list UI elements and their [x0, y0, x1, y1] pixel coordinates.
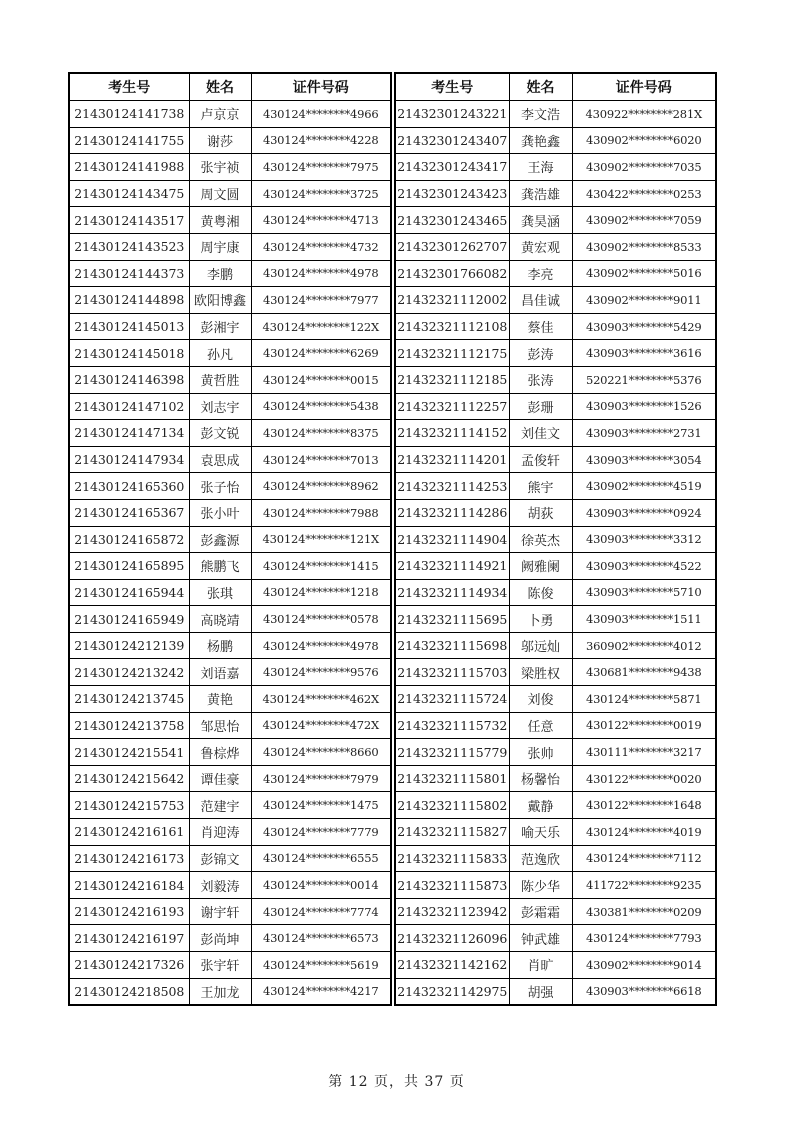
name-cell: 王加龙 [189, 978, 251, 1005]
name-cell: 袁思成 [189, 446, 251, 473]
table-row [395, 686, 716, 713]
id-number-cell: 430124********1415 [251, 553, 391, 580]
name-cell: 李文浩 [509, 101, 572, 128]
table-row [69, 712, 391, 739]
id-number-cell: 430903********3616 [572, 340, 716, 367]
exam-number-cell: 21432321115827 [395, 819, 509, 846]
header-id-number: 证件号码 [572, 73, 716, 101]
exam-number-cell: 21430124216173 [69, 845, 189, 872]
name-cell: 熊宇 [509, 473, 572, 500]
id-number-cell: 430903********6618 [572, 978, 716, 1005]
table-row [69, 233, 391, 260]
table-row [395, 233, 716, 260]
table-row [395, 446, 716, 473]
table-row [395, 526, 716, 553]
table-row [69, 526, 391, 553]
table-row [395, 207, 716, 234]
exam-number-cell: 21430124165895 [69, 553, 189, 580]
header-row [395, 73, 716, 101]
id-number-cell: 430124********9576 [251, 659, 391, 686]
id-number-cell: 430124********0014 [251, 872, 391, 899]
name-cell: 黄哲胜 [189, 366, 251, 393]
roster-body-left [69, 101, 391, 1006]
id-number-cell: 520221********5376 [572, 366, 716, 393]
name-cell: 刘佳文 [509, 420, 572, 447]
table-row [69, 952, 391, 979]
header-exam-number: 考生号 [395, 73, 509, 101]
id-number-cell: 430124********122X [251, 313, 391, 340]
header-name: 姓名 [509, 73, 572, 101]
name-cell: 彭锦文 [189, 845, 251, 872]
name-cell: 陈少华 [509, 872, 572, 899]
name-cell: 戴静 [509, 792, 572, 819]
name-cell: 王海 [509, 154, 572, 181]
table-row [395, 792, 716, 819]
exam-number-cell: 21430124144898 [69, 287, 189, 314]
id-number-cell: 430124********7779 [251, 819, 391, 846]
exam-number-cell: 21430124144373 [69, 260, 189, 287]
table-row [395, 765, 716, 792]
exam-number-cell: 21432321115724 [395, 686, 509, 713]
table-row [395, 499, 716, 526]
name-cell: 陈俊 [509, 579, 572, 606]
id-number-cell: 430902********9014 [572, 952, 716, 979]
exam-number-cell: 21430124165949 [69, 606, 189, 633]
id-number-cell: 430124********1218 [251, 579, 391, 606]
name-cell: 邹思怡 [189, 712, 251, 739]
name-cell: 钟武雄 [509, 925, 572, 952]
exam-number-cell: 21430124143517 [69, 207, 189, 234]
name-cell: 龚艳鑫 [509, 127, 572, 154]
exam-number-cell: 21432301766082 [395, 260, 509, 287]
table-row [69, 845, 391, 872]
id-number-cell: 430903********2731 [572, 420, 716, 447]
id-number-cell: 430124********472X [251, 712, 391, 739]
exam-number-cell: 21432321126096 [395, 925, 509, 952]
exam-number-cell: 21432321115779 [395, 739, 509, 766]
table-row [69, 898, 391, 925]
exam-number-cell: 21430124141738 [69, 101, 189, 128]
name-cell: 谭佳豪 [189, 765, 251, 792]
name-cell: 张小叶 [189, 499, 251, 526]
id-number-cell: 430903********3312 [572, 526, 716, 553]
id-number-cell: 430902********4519 [572, 473, 716, 500]
name-cell: 李鹏 [189, 260, 251, 287]
id-number-cell: 430124********3725 [251, 180, 391, 207]
name-cell: 黄宏观 [509, 233, 572, 260]
id-number-cell: 430681********9438 [572, 659, 716, 686]
name-cell: 彭珊 [509, 393, 572, 420]
name-cell: 张宇祯 [189, 154, 251, 181]
table-row [395, 313, 716, 340]
exam-number-cell: 21430124216197 [69, 925, 189, 952]
exam-number-cell: 21432321114934 [395, 579, 509, 606]
exam-number-cell: 21430124215642 [69, 765, 189, 792]
id-number-cell: 430124********121X [251, 526, 391, 553]
exam-number-cell: 21432301243407 [395, 127, 509, 154]
exam-number-cell: 21430124143523 [69, 233, 189, 260]
id-number-cell: 430903********5429 [572, 313, 716, 340]
exam-number-cell: 21432321112185 [395, 366, 509, 393]
table-row [395, 154, 716, 181]
id-number-cell: 430111********3217 [572, 739, 716, 766]
exam-number-cell: 21430124165872 [69, 526, 189, 553]
name-cell: 肖迎涛 [189, 819, 251, 846]
id-number-cell: 430124********4978 [251, 260, 391, 287]
id-number-cell: 430124********5871 [572, 686, 716, 713]
table-row [69, 632, 391, 659]
exam-number-cell: 21432321114253 [395, 473, 509, 500]
name-cell: 彭鑫源 [189, 526, 251, 553]
table-row [69, 978, 391, 1005]
name-cell: 卢京京 [189, 101, 251, 128]
table-row [69, 499, 391, 526]
table-row [69, 739, 391, 766]
exam-number-cell: 21430124165944 [69, 579, 189, 606]
id-number-cell: 430124********0015 [251, 366, 391, 393]
exam-number-cell: 21430124143475 [69, 180, 189, 207]
exam-number-cell: 21430124147934 [69, 446, 189, 473]
name-cell: 杨鹏 [189, 632, 251, 659]
id-number-cell: 430124********4228 [251, 127, 391, 154]
table-row [395, 180, 716, 207]
id-number-cell: 430903********1526 [572, 393, 716, 420]
table-row [69, 313, 391, 340]
table-row [69, 154, 391, 181]
table-row [395, 712, 716, 739]
name-cell: 黄艳 [189, 686, 251, 713]
exam-number-cell: 21430124216161 [69, 819, 189, 846]
id-number-cell: 430122********0019 [572, 712, 716, 739]
table-row [395, 287, 716, 314]
table-row [395, 340, 716, 367]
id-number-cell: 430124********7112 [572, 845, 716, 872]
id-number-cell: 430124********8375 [251, 420, 391, 447]
id-number-cell: 430902********5016 [572, 260, 716, 287]
id-number-cell: 430124********8962 [251, 473, 391, 500]
table-row [69, 420, 391, 447]
id-number-cell: 430902********7035 [572, 154, 716, 181]
exam-number-cell: 21432301262707 [395, 233, 509, 260]
exam-number-cell: 21432321114286 [395, 499, 509, 526]
name-cell: 龚昊涵 [509, 207, 572, 234]
id-number-cell: 430124********7979 [251, 765, 391, 792]
exam-number-cell: 21432321114904 [395, 526, 509, 553]
table-row [69, 207, 391, 234]
page-footer: 第 12 页，共 37 页 [328, 1074, 465, 1090]
id-number-cell: 430124********4217 [251, 978, 391, 1005]
table-row [69, 872, 391, 899]
name-cell: 周宇康 [189, 233, 251, 260]
name-cell: 李亮 [509, 260, 572, 287]
roster-table-right [394, 72, 717, 1006]
name-cell: 范建宇 [189, 792, 251, 819]
roster-body-right [395, 101, 716, 1006]
id-number-cell: 430124********4978 [251, 632, 391, 659]
id-number-cell: 430124********4966 [251, 101, 391, 128]
name-cell: 周文圆 [189, 180, 251, 207]
name-cell: 张宇轩 [189, 952, 251, 979]
name-cell: 刘毅涛 [189, 872, 251, 899]
exam-number-cell: 21432321114201 [395, 446, 509, 473]
exam-number-cell: 21430124165367 [69, 499, 189, 526]
table-row [395, 925, 716, 952]
table-row [395, 632, 716, 659]
exam-number-cell: 21432321114921 [395, 553, 509, 580]
name-cell: 彭尚坤 [189, 925, 251, 952]
id-number-cell: 430902********9011 [572, 287, 716, 314]
exam-number-cell: 21430124218508 [69, 978, 189, 1005]
exam-number-cell: 21430124213242 [69, 659, 189, 686]
name-cell: 张琪 [189, 579, 251, 606]
roster-table-left [68, 72, 392, 1006]
name-cell: 高晓靖 [189, 606, 251, 633]
id-number-cell: 430122********0020 [572, 765, 716, 792]
id-number-cell: 430422********0253 [572, 180, 716, 207]
name-cell: 张子怡 [189, 473, 251, 500]
exam-number-cell: 21432321115802 [395, 792, 509, 819]
table-row [395, 739, 716, 766]
name-cell: 彭湘宇 [189, 313, 251, 340]
exam-number-cell: 21430124145018 [69, 340, 189, 367]
id-number-cell: 430124********7988 [251, 499, 391, 526]
exam-number-cell: 21430124216184 [69, 872, 189, 899]
name-cell: 张涛 [509, 366, 572, 393]
table-row [395, 659, 716, 686]
id-number-cell: 360902********4012 [572, 632, 716, 659]
name-cell: 杨馨怡 [509, 765, 572, 792]
id-number-cell: 430124********7975 [251, 154, 391, 181]
name-cell: 彭涛 [509, 340, 572, 367]
exam-number-cell: 21432321142162 [395, 952, 509, 979]
table-row [395, 101, 716, 128]
exam-number-cell: 21430124213758 [69, 712, 189, 739]
table-row [69, 340, 391, 367]
exam-number-cell: 21430124217326 [69, 952, 189, 979]
name-cell: 范逸欣 [509, 845, 572, 872]
id-number-cell: 430124********6555 [251, 845, 391, 872]
header-name: 姓名 [189, 73, 251, 101]
exam-number-cell: 21432301243221 [395, 101, 509, 128]
table-row [395, 819, 716, 846]
exam-number-cell: 21430124147134 [69, 420, 189, 447]
id-number-cell: 430122********1648 [572, 792, 716, 819]
name-cell: 刘俊 [509, 686, 572, 713]
table-row [395, 260, 716, 287]
name-cell: 刘志宇 [189, 393, 251, 420]
id-number-cell: 430124********6573 [251, 925, 391, 952]
table-row [395, 420, 716, 447]
name-cell: 刘语嘉 [189, 659, 251, 686]
name-cell: 黄粤湘 [189, 207, 251, 234]
exam-number-cell: 21430124165360 [69, 473, 189, 500]
table-row [395, 473, 716, 500]
name-cell: 肖旷 [509, 952, 572, 979]
table-row [395, 872, 716, 899]
id-number-cell: 430124********8660 [251, 739, 391, 766]
name-cell: 卜勇 [509, 606, 572, 633]
header-exam-number: 考生号 [69, 73, 189, 101]
exam-number-cell: 21432321115801 [395, 765, 509, 792]
table-row [395, 366, 716, 393]
exam-number-cell: 21432321123942 [395, 898, 509, 925]
table-row [69, 101, 391, 128]
name-cell: 熊鹏飞 [189, 553, 251, 580]
id-number-cell: 430903********0924 [572, 499, 716, 526]
exam-number-cell: 21430124141988 [69, 154, 189, 181]
id-number-cell: 430902********8533 [572, 233, 716, 260]
table-row [395, 978, 716, 1005]
table-row [69, 180, 391, 207]
exam-number-cell: 21432321112002 [395, 287, 509, 314]
id-number-cell: 430902********7059 [572, 207, 716, 234]
exam-number-cell: 21432321112108 [395, 313, 509, 340]
id-number-cell: 430903********3054 [572, 446, 716, 473]
exam-number-cell: 21432301243423 [395, 180, 509, 207]
name-cell: 欧阳博鑫 [189, 287, 251, 314]
exam-number-cell: 21432321112257 [395, 393, 509, 420]
name-cell: 谢莎 [189, 127, 251, 154]
exam-number-cell: 21432321115703 [395, 659, 509, 686]
name-cell: 胡强 [509, 978, 572, 1005]
name-cell: 鲁棕烨 [189, 739, 251, 766]
table-row [69, 260, 391, 287]
id-number-cell: 430381********0209 [572, 898, 716, 925]
id-number-cell: 430124********4019 [572, 819, 716, 846]
table-row [395, 393, 716, 420]
table-row [69, 686, 391, 713]
id-number-cell: 430903********1511 [572, 606, 716, 633]
exam-number-cell: 21432321115698 [395, 632, 509, 659]
table-row [395, 553, 716, 580]
exam-number-cell: 21430124146398 [69, 366, 189, 393]
id-number-cell: 430903********4522 [572, 553, 716, 580]
table-row [395, 127, 716, 154]
id-number-cell: 430124********4732 [251, 233, 391, 260]
id-number-cell: 430124********7774 [251, 898, 391, 925]
exam-number-cell: 21430124213745 [69, 686, 189, 713]
header-id-number: 证件号码 [251, 73, 391, 101]
id-number-cell: 430124********7793 [572, 925, 716, 952]
exam-number-cell: 21432321115695 [395, 606, 509, 633]
table-row [69, 606, 391, 633]
exam-number-cell: 21432321142975 [395, 978, 509, 1005]
id-number-cell: 430124********7013 [251, 446, 391, 473]
table-row [69, 553, 391, 580]
id-number-cell: 430902********6020 [572, 127, 716, 154]
table-row [395, 898, 716, 925]
exam-number-cell: 21430124141755 [69, 127, 189, 154]
name-cell: 阙雅阑 [509, 553, 572, 580]
roster-tables [68, 72, 717, 1006]
table-row [69, 366, 391, 393]
table-row [69, 659, 391, 686]
table-row [69, 765, 391, 792]
exam-number-cell: 21430124145013 [69, 313, 189, 340]
name-cell: 喻天乐 [509, 819, 572, 846]
name-cell: 谢宇轩 [189, 898, 251, 925]
id-number-cell: 430124********0578 [251, 606, 391, 633]
exam-number-cell: 21432321115873 [395, 872, 509, 899]
name-cell: 梁胜权 [509, 659, 572, 686]
exam-number-cell: 21432301243465 [395, 207, 509, 234]
exam-number-cell: 21432321115732 [395, 712, 509, 739]
name-cell: 彭霜霜 [509, 898, 572, 925]
name-cell: 彭文锐 [189, 420, 251, 447]
table-row [69, 393, 391, 420]
table-row [69, 127, 391, 154]
id-number-cell: 430124********4713 [251, 207, 391, 234]
name-cell: 蔡佳 [509, 313, 572, 340]
id-number-cell: 430124********462X [251, 686, 391, 713]
exam-number-cell: 21430124216193 [69, 898, 189, 925]
id-number-cell: 430124********5619 [251, 952, 391, 979]
table-row [69, 579, 391, 606]
exam-number-cell: 21432301243417 [395, 154, 509, 181]
exam-number-cell: 21430124215541 [69, 739, 189, 766]
exam-number-cell: 21432321112175 [395, 340, 509, 367]
id-number-cell: 430124********6269 [251, 340, 391, 367]
table-row [395, 579, 716, 606]
id-number-cell: 430124********1475 [251, 792, 391, 819]
id-number-cell: 430922********281X [572, 101, 716, 128]
id-number-cell: 430903********5710 [572, 579, 716, 606]
id-number-cell: 430124********7977 [251, 287, 391, 314]
name-cell: 任意 [509, 712, 572, 739]
name-cell: 孙凡 [189, 340, 251, 367]
id-number-cell: 411722********9235 [572, 872, 716, 899]
exam-number-cell: 21430124147102 [69, 393, 189, 420]
table-row [69, 925, 391, 952]
exam-number-cell: 21432321115833 [395, 845, 509, 872]
exam-number-cell: 21430124215753 [69, 792, 189, 819]
exam-number-cell: 21432321114152 [395, 420, 509, 447]
name-cell: 昌佳诚 [509, 287, 572, 314]
header-row [69, 73, 391, 101]
id-number-cell: 430124********5438 [251, 393, 391, 420]
table-row [69, 819, 391, 846]
table-row [69, 287, 391, 314]
name-cell: 孟俊轩 [509, 446, 572, 473]
table-row [395, 845, 716, 872]
table-row [69, 792, 391, 819]
exam-number-cell: 21430124212139 [69, 632, 189, 659]
table-row [395, 606, 716, 633]
name-cell: 邬远灿 [509, 632, 572, 659]
name-cell: 张帅 [509, 739, 572, 766]
table-row [69, 446, 391, 473]
table-row [395, 952, 716, 979]
name-cell: 龚浩雄 [509, 180, 572, 207]
name-cell: 徐英杰 [509, 526, 572, 553]
name-cell: 胡荻 [509, 499, 572, 526]
table-row [69, 473, 391, 500]
